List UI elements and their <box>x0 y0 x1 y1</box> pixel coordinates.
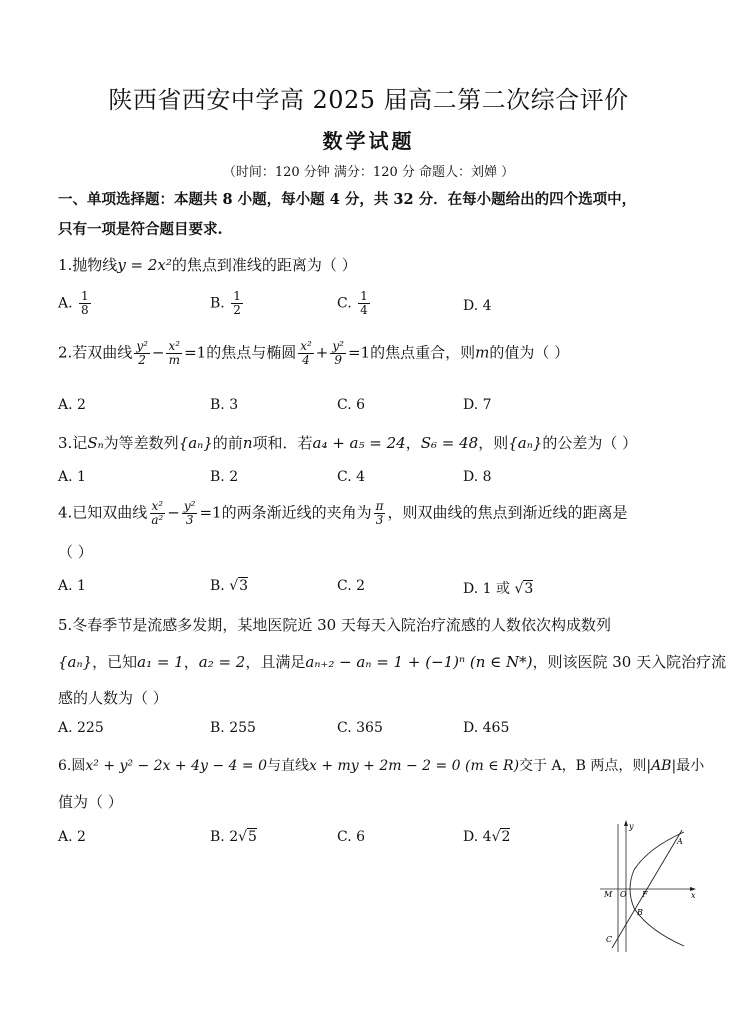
label-c: C <box>606 935 613 944</box>
q4-option-c[interactable]: C. 2 <box>337 578 366 594</box>
q3-option-d[interactable]: D. 8 <box>463 469 492 485</box>
question-5-line2: {aₙ}，已知a₁ = 1，a₂ = 2，且满足aₙ₊₂ − aₙ = 1 + (−1)ⁿ (n ∈ N*)，则该医院 30 天入院治疗流 <box>58 653 727 671</box>
q6-option-c[interactable]: C. 6 <box>337 829 366 845</box>
question-5-line1: 5.冬春季节是流感多发期，某地医院近 30 天每天入院治疗流感的人数依次构成数列 <box>58 616 611 634</box>
q4-option-d[interactable]: D. 1 或 √3 <box>463 581 534 597</box>
question-6-line1: 6.圆x² + y² − 2x + 4y − 4 = 0与直线x + my + 2m − 2 = 0 (m ∈ R)交于 A，B 两点，则|AB|最小 <box>58 758 705 774</box>
question-2: 2.若双曲线 $\frac{\text{y²}}{2}$ − $\frac{\text{x²}}{m}$ =1的焦点与椭圆 $\frac{\text{x²}}{4}$ + $\frac{\text{y²}}{9}$ =1的焦点重合，则m的值为（ ） <box>58 339 570 368</box>
q2-option-d[interactable]: D. 7 <box>463 397 492 413</box>
question-4: 4.已知双曲线 $\frac{\text{x²}}{\text{a²}}$ − $\frac{\text{y²}}{3}$ =1的两条渐近线的夹角为 $\frac{\pi}{3}$ ，则双曲线的焦点到渐近线的距离是 <box>58 499 628 528</box>
label-y: y <box>629 822 634 831</box>
label-a: A <box>677 837 683 846</box>
label-m: M <box>604 890 613 899</box>
exam-subject: 数学试题 <box>322 129 415 153</box>
q6-option-d[interactable]: D. 4√2 <box>463 829 511 845</box>
q6-option-b[interactable]: B. 2√5 <box>210 829 257 845</box>
q5-option-a[interactable]: A. 225 <box>58 720 104 736</box>
q4-option-a[interactable]: A. 1 <box>58 578 86 594</box>
q6-option-a[interactable]: A. 2 <box>58 829 86 845</box>
q1-option-c[interactable]: C. $\frac{1}{4}$ <box>337 289 368 318</box>
label-f: F <box>642 890 648 899</box>
q2-option-a[interactable]: A. 2 <box>58 397 86 413</box>
question-5-line3: 感的人数为（ ） <box>58 689 168 707</box>
question-1: 1.抛物线y = 2x²的焦点到准线的距离为（ ） <box>58 256 357 274</box>
q2-option-b[interactable]: B. 3 <box>210 397 239 413</box>
q5-option-b[interactable]: B. 255 <box>210 720 256 736</box>
q1-option-d[interactable]: D. 4 <box>463 298 492 314</box>
label-o: O <box>620 890 627 899</box>
q5-option-c[interactable]: C. 365 <box>337 720 383 736</box>
q4-option-b[interactable]: B. √3 <box>210 578 249 594</box>
q2-option-c[interactable]: C. 6 <box>337 397 366 413</box>
q3-option-a[interactable]: A. 1 <box>58 469 86 485</box>
q3-option-b[interactable]: B. 2 <box>210 469 239 485</box>
question-4-paren: （ ） <box>58 543 93 561</box>
label-b: B <box>637 908 643 917</box>
q1-option-a[interactable]: A. $\frac{1}{8}$ <box>58 289 89 318</box>
question-6-line2: 值为（ ） <box>58 793 123 811</box>
q5-option-d[interactable]: D. 465 <box>463 720 510 736</box>
label-x: x <box>691 891 696 900</box>
exam-info: （时间：120 分钟 满分：120 分 命题人：刘婵 ） <box>222 165 515 180</box>
y-axis-arrow <box>624 820 628 826</box>
parabola-figure <box>598 818 702 954</box>
section-heading-line1: 一、单项选择题：本题共 8 小题，每小题 4 分，共 32 分．在每小题给出的四个选项中， <box>58 191 637 208</box>
page-title: 陕西省西安中学高 2025 届高二第二次综合评价 <box>108 86 629 114</box>
question-3: 3.记Sₙ为等差数列{aₙ}的前n项和．若a₄ + a₅ = 24，S₆ = 48，则{aₙ}的公差为（ ） <box>58 434 638 452</box>
q1-option-b[interactable]: B. $\frac{1}{2}$ <box>210 289 241 318</box>
q3-option-c[interactable]: C. 4 <box>337 469 366 485</box>
section-heading-line2: 只有一项是符合题目要求. <box>58 221 223 238</box>
